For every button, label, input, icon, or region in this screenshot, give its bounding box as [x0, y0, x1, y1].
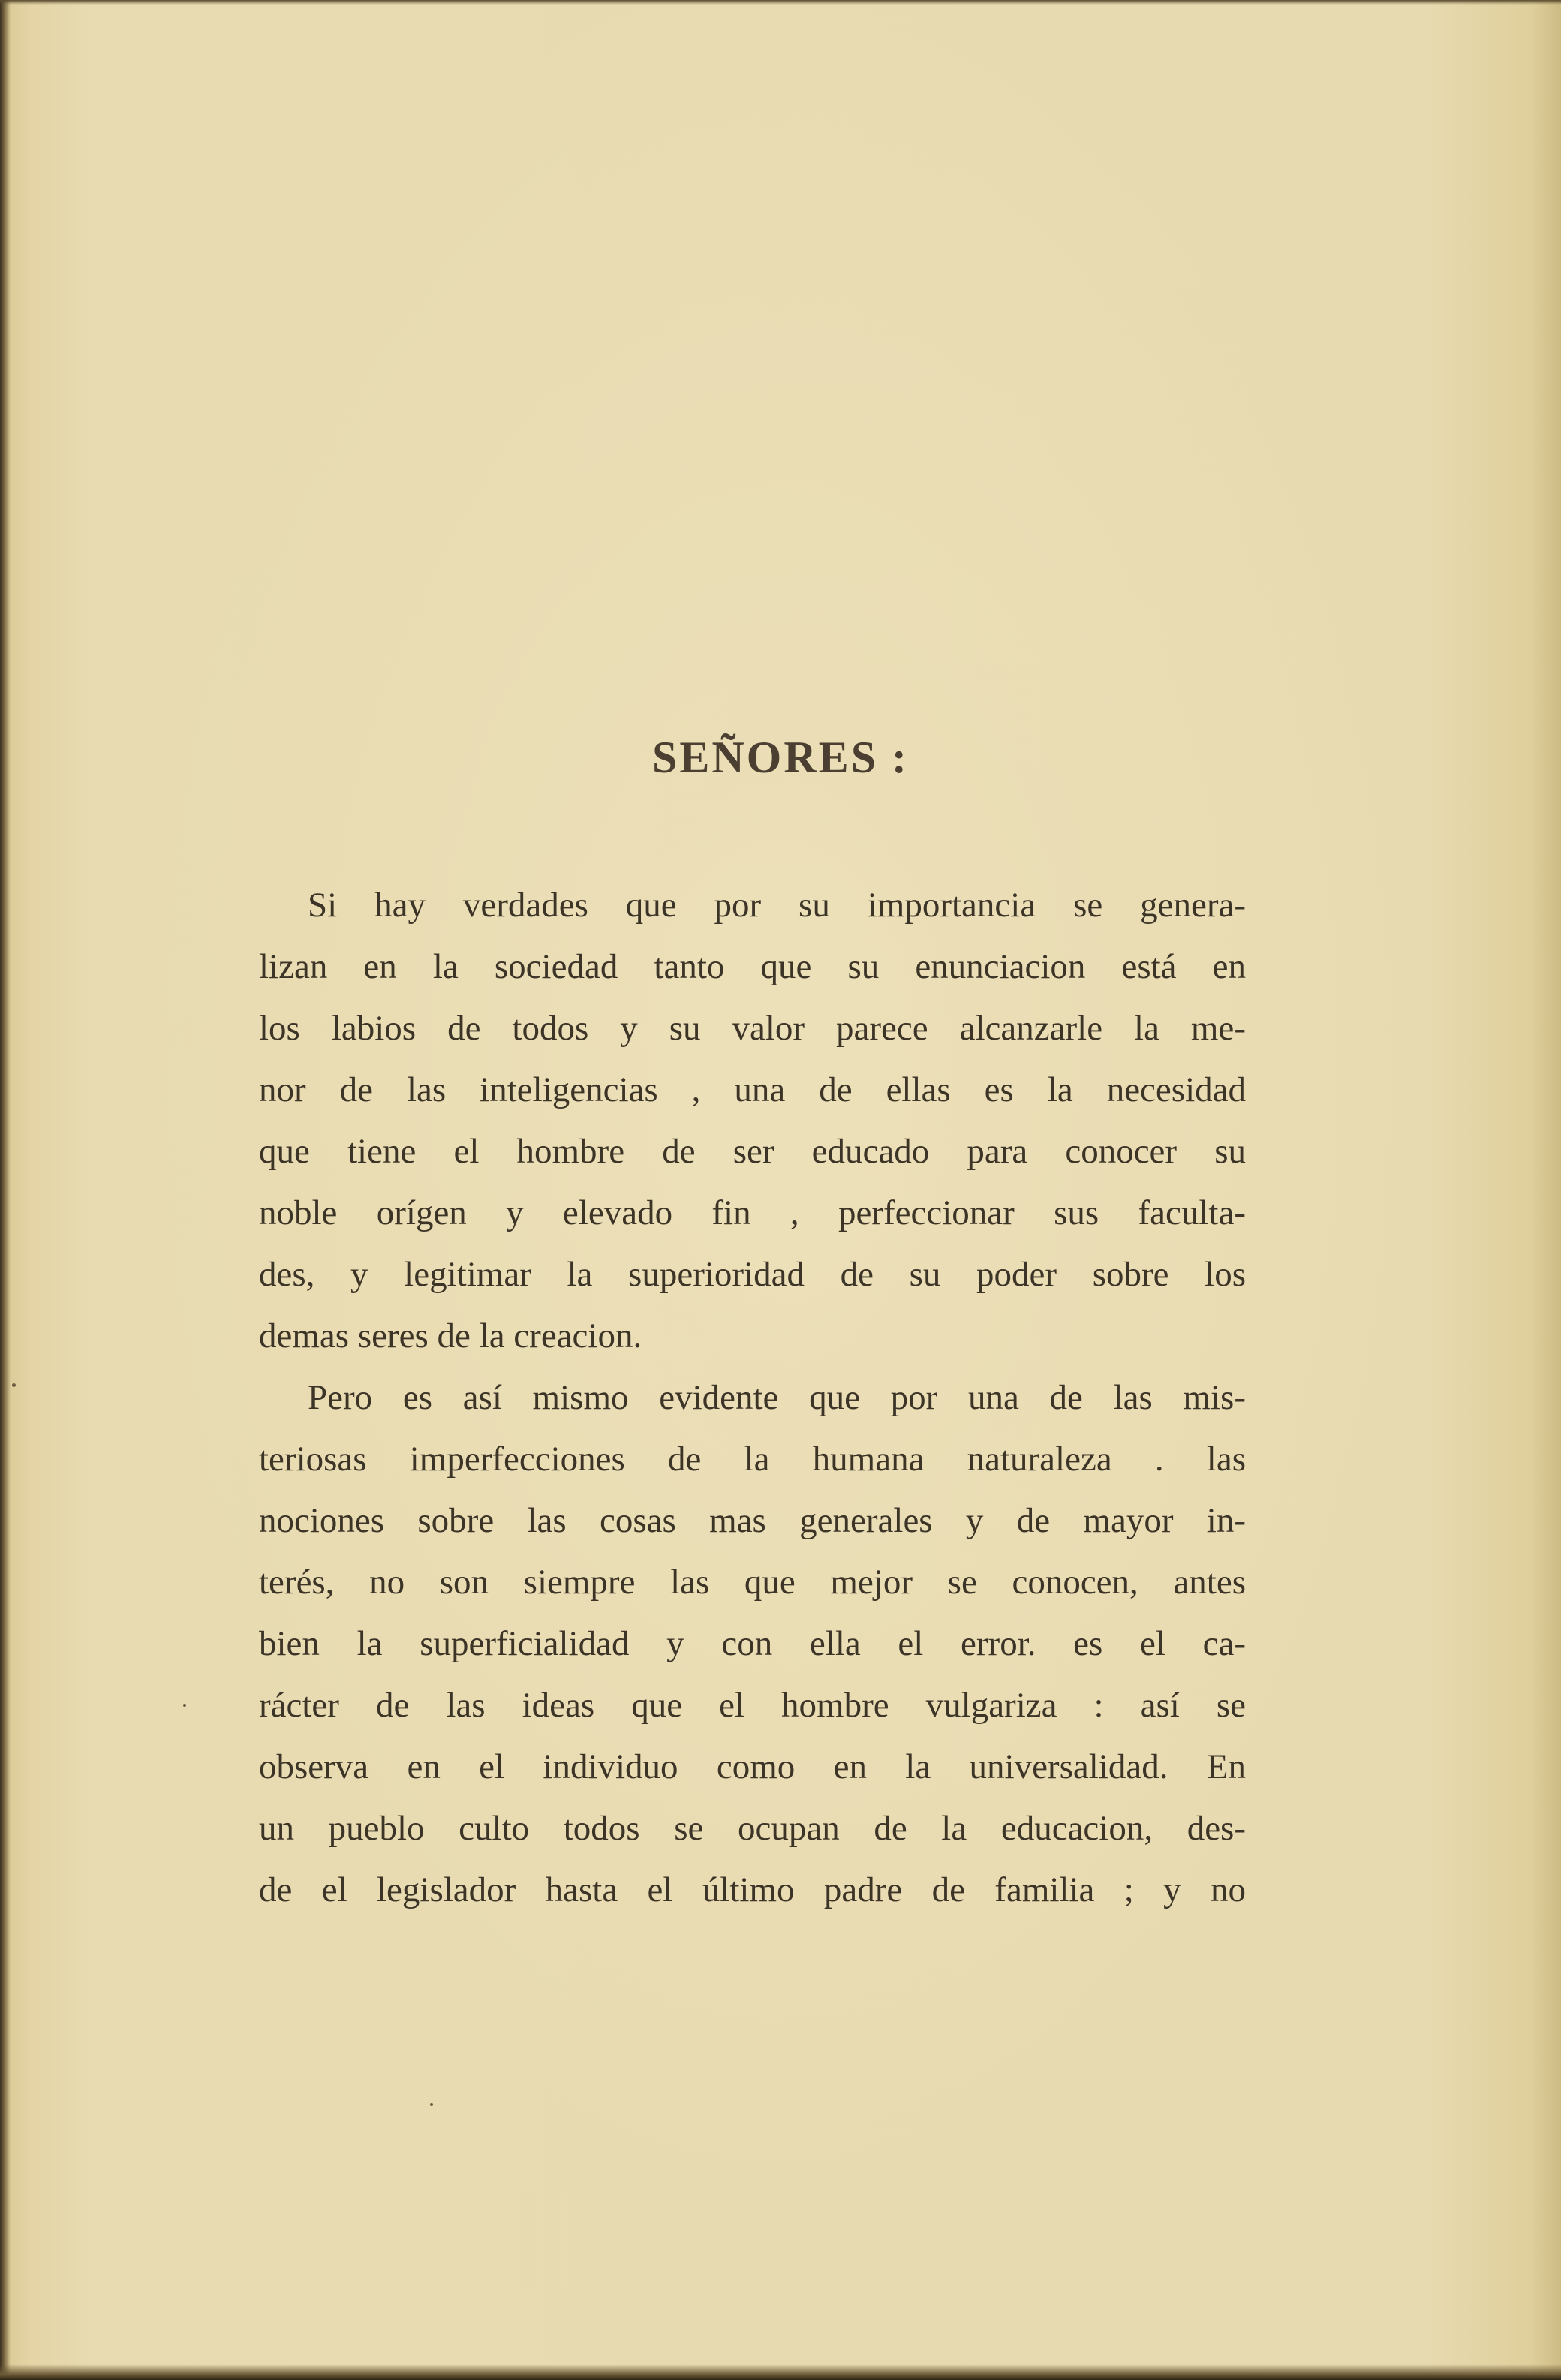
page-top-edge-shadow [0, 0, 1561, 5]
text-line: demas seres de la creacion. [259, 1316, 642, 1355]
text-line: des, y legitimar la superioridad de su poder sobre los [259, 1255, 1246, 1294]
text-line: Si hay verdades que por su importancia se genera- [308, 886, 1246, 925]
paragraph-2 [259, 1367, 1246, 1921]
text-line: un pueblo culto todos se ocupan de la educacion, des- [259, 1809, 1246, 1848]
text-line: Pero es así mismo evidente que por una de las mis- [308, 1378, 1246, 1417]
paper-speck [430, 2103, 433, 2106]
text-line: terés, no son siempre las que mejor se conocen, antes [259, 1563, 1246, 1602]
paper-speck [183, 1704, 186, 1707]
text-line: lizan en la sociedad tanto que su enunciacion está en [259, 947, 1246, 986]
text-line: nor de las inteligencias , una de ellas es la necesidad [259, 1070, 1246, 1109]
body-text [259, 874, 1246, 1921]
text-line: rácter de las ideas que el hombre vulgariza : así se [259, 1686, 1246, 1725]
page-heading: SEÑORES : [651, 733, 910, 782]
text-line: noble orígen y elevado fin , perfeccionar sus faculta- [259, 1193, 1246, 1232]
text-line: que tiene el hombre de ser educado para conocer su [259, 1132, 1246, 1171]
paragraph-1 [259, 874, 1246, 1367]
text-line: teriosas imperfecciones de la humana naturaleza . las [259, 1440, 1246, 1479]
paper-speck [12, 1383, 16, 1387]
text-line: los labios de todos y su valor parece alcanzarle la me- [259, 1009, 1246, 1048]
page-bottom-edge-shadow [0, 2364, 1561, 2380]
text-line: nociones sobre las cosas mas generales y de mayor in- [259, 1501, 1246, 1540]
page-left-edge-shadow [0, 0, 11, 2380]
text-line: de el legislador hasta el último padre de familia ; y no [259, 1870, 1246, 1909]
text-line: bien la superficialidad y con ella el error. es el ca- [259, 1624, 1246, 1663]
text-line: observa en el individuo como en la universalidad. En [259, 1747, 1246, 1786]
